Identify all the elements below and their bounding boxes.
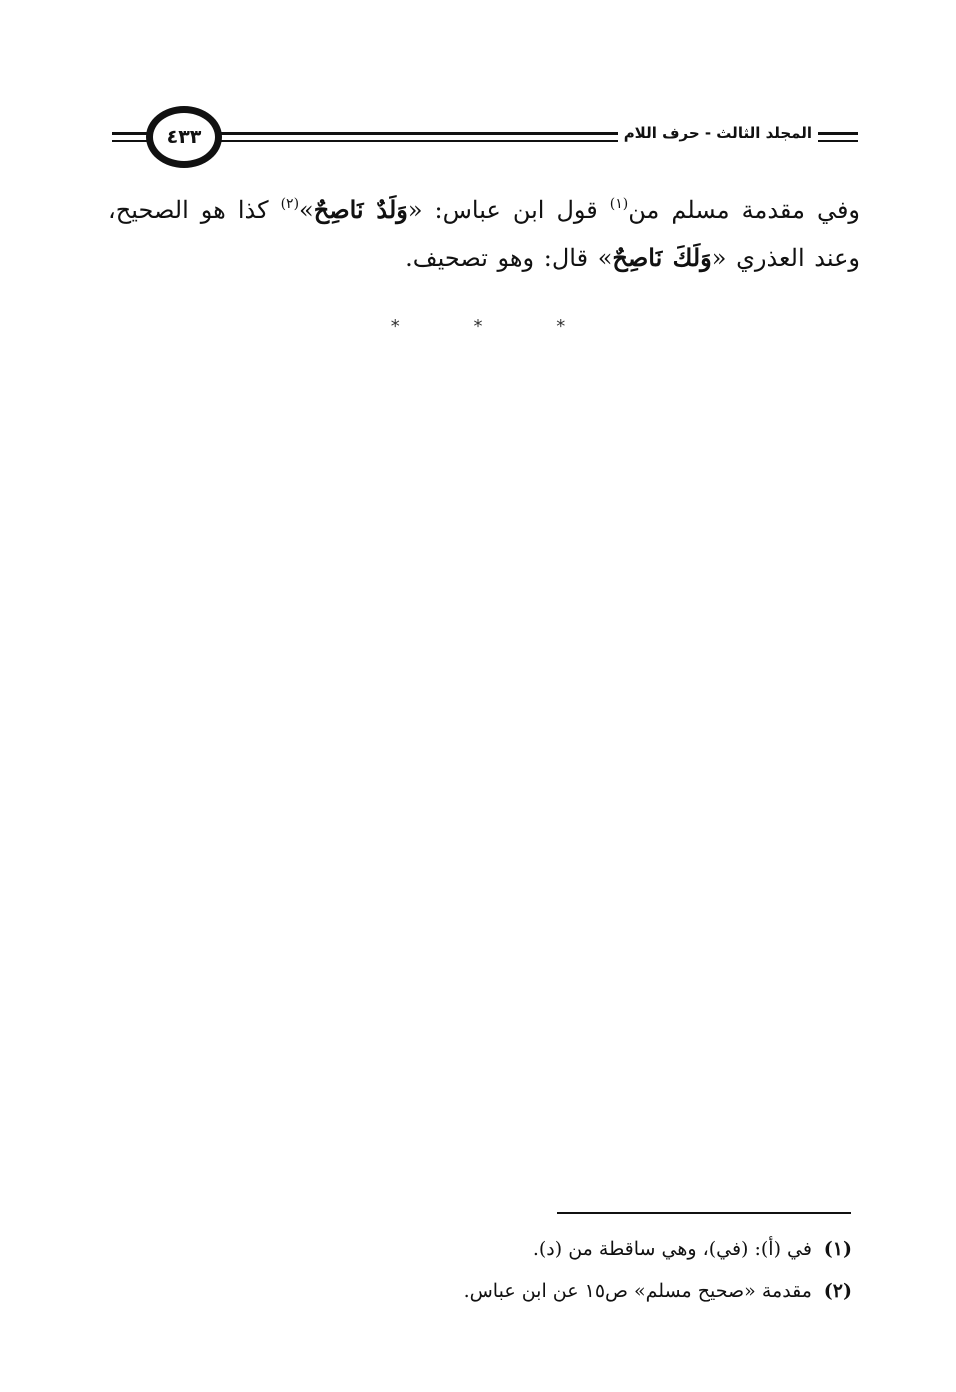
page-number: ٤٣٣ xyxy=(166,126,202,148)
footnote-ref-1[interactable]: (١) xyxy=(609,196,629,212)
footnote-number: (٢) xyxy=(823,1280,852,1302)
footnote-2 xyxy=(300,1270,852,1312)
section-separator: * * * xyxy=(390,316,600,337)
body-text-4: كذا هو الصحيح، وعند العذري « xyxy=(108,196,860,272)
footnote-ref-2[interactable]: (٢) xyxy=(280,196,300,212)
running-header xyxy=(112,104,858,176)
body-text-3: » xyxy=(299,196,314,224)
footnote-divider xyxy=(557,1212,851,1214)
running-title: المجلد الثالث - حرف اللام xyxy=(618,124,818,142)
page-number-badge xyxy=(146,106,222,168)
footnote-text: في (أ): (في)، وهي ساقطة من (د). xyxy=(532,1238,812,1260)
body-paragraph xyxy=(108,186,860,282)
footnote-number: (١) xyxy=(823,1238,852,1260)
footnotes xyxy=(300,1228,852,1312)
quoted-phrase-1: وَلَدٌ نَاصِحٌ xyxy=(313,195,408,224)
footnote-text: مقدمة «صحيح مسلم» ص١٥ عن ابن عباس. xyxy=(463,1280,812,1302)
quoted-phrase-2: وَلَكَ نَاصِحٌ xyxy=(612,243,712,272)
body-text-2: قول ابن عباس: « xyxy=(407,196,610,224)
footnote-1 xyxy=(300,1228,852,1270)
body-text-1: وفي مقدمة مسلم من xyxy=(628,196,861,224)
body-text-5: » قال: وهو تصحيف. xyxy=(405,244,613,272)
